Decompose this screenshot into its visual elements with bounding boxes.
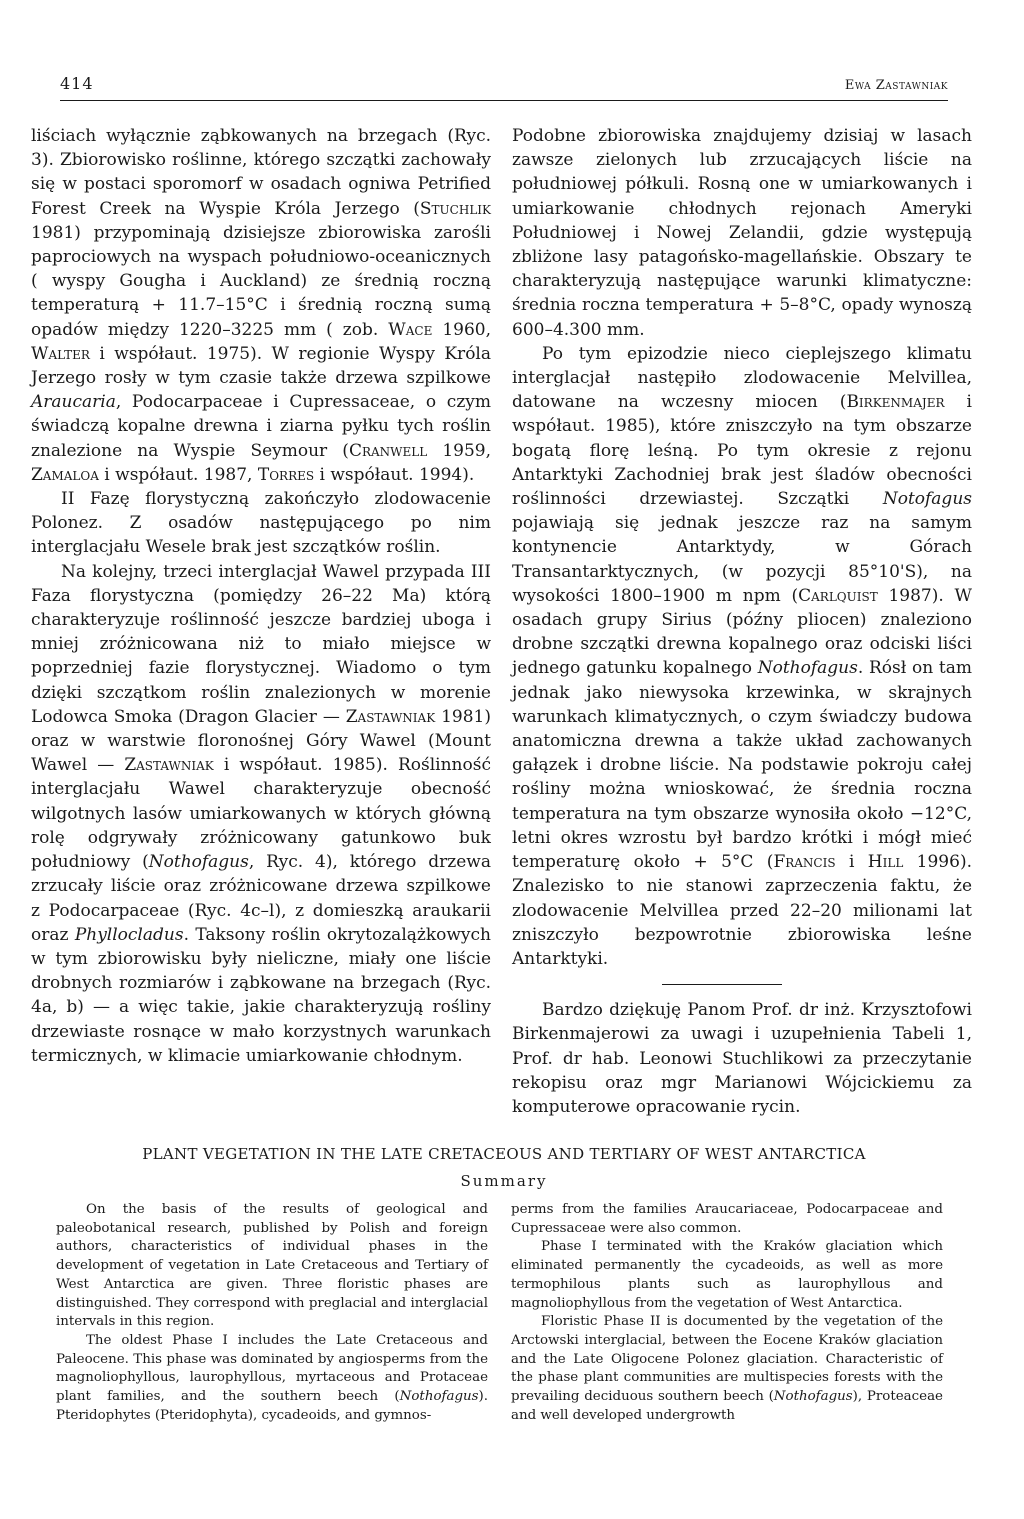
summary-left-column xyxy=(56,1201,488,1425)
summary-paragraph-1: On the basis of the results of geological and paleobotanical research, published by Polish and foreign authors, characteristics of individual phases in the development of vegetation in Late Cretaceous and Tertiary of West Antarctica are given. Three floristic phases are distinguished. They correspond with preglacial and interglacial intervals in this region. xyxy=(56,1202,488,1330)
summary-title: PLANT VEGETATION IN THE LATE CRETACEOUS AND TERTIARY OF WEST ANTARCTICA xyxy=(142,1145,866,1163)
author-citation: Birkenmajer xyxy=(846,392,945,413)
taxon-name: Nothofagus xyxy=(399,1389,479,1405)
summary-paragraph-2: The oldest Phase I includes the Late Cretaceous and Paleocene. This phase was dominated by angiosperms from the magnoliophyllous, laurophyllous, myrtaceous and Protaceae plant families, and the southern beech (Nothofagus). Pteridophytes (Pteridophyta), cycadeoids, and gymnos- xyxy=(56,1332,488,1423)
summary-subtitle: Summary xyxy=(460,1172,548,1190)
taxon-name: Araucaria xyxy=(31,392,116,413)
author-citation: Carlquist xyxy=(798,585,878,606)
taxon-name: Nothofagus xyxy=(773,1389,853,1405)
left-paragraph-3: Na kolejny, trzeci interglacjał Wawel przypada III Faza florystyczna (pomiędzy 26–22 Ma) którą charakteryzuje roślinność jeszcze bardziej uboga i mniej zróżnicowana niż to miało miejsce w poprzedniej fazie florystycznej. Wiadomo o tym dzięki szczątkom roślin znalezionych w morenie Lodowca Smoka (Dragon Glacier — Zastawniak 1981) oraz w warstwie floronośnej Góry Wawel (Mount Wawel — Zastawniak i współaut. 1985). Roślinność interglacjału Wawel charakteryzuje obecność wilgotnych lasów umiarkowanych w których główną rolę odgrywały zróżnicowany gatunkowo buk południowy (Nothofagus, Ryc. 4), którego drzewa zrzucały liście oraz zróżnicowane drzewa szpilkowe z Podocarpaceae (Ryc. 4c–l), z domieszką araukarii oraz Phyllocladus. Taksony roślin okrytozalążkowych w tym zbiorowisku były nieliczne, miały one liście drobnych rozmiarów i ząbkowane na brzegach (Ryc. 4a, b) — a więc takie, jakie charakteryzują rośliny drzewiaste rosnące w mało korzystnych warunkach termicznych, w klimacie umiarkowanie chłodnym. xyxy=(31,561,492,1066)
left-column xyxy=(31,124,491,1068)
author-citation: Cranwell xyxy=(348,440,428,461)
acknowledgements: Bardzo dziękuję Panom Prof. dr inż. Krzysztofowi Birkenmajerowi za uwagi i uzupełnienia Tabeli 1, Prof. dr hab. Leonowi Stuchlikowi za przeczytanie rekopisu oraz mgr Marianowi Wójcickiemu za komputerowe opracowanie rycin. xyxy=(512,1000,972,1117)
left-paragraph-2: II Fazę florystyczną zakończyło zlodowacenie Polonez. Z osadów następującego po nim interglacjału Wesele brak jest szczątków roślin. xyxy=(31,489,491,558)
author-citation: Francis xyxy=(773,852,836,873)
taxon-name: Nothofagus xyxy=(148,852,249,873)
taxon-name: Phyllocladus xyxy=(74,924,184,945)
summary-right-column xyxy=(511,1201,943,1425)
right-column xyxy=(512,124,972,1119)
taxon-name: Nothofagus xyxy=(757,658,858,679)
author-citation: Wace xyxy=(388,319,433,340)
section-separator xyxy=(662,984,782,985)
summary-paragraph-4: Phase I terminated with the Kraków glaciation which eliminated permanently the cycadeoids, as well as more termophilous plants such as laurophyllous and magnoliophyllous from the vegetation of West Antarctica. xyxy=(511,1239,943,1311)
author-citation: Stuchlik xyxy=(419,198,491,219)
author-citation: Hill xyxy=(867,852,904,873)
author-citation: Zamaloa xyxy=(31,464,99,485)
author-citation: Zastawniak xyxy=(124,755,214,776)
right-paragraph-2: Po tym epizodzie nieco cieplejszego klimatu interglacjał następiło zlodowacenie Melvillea, datowane na wczesny miocen (Birkenmajer i współaut. 1985), które zniszczyło na tym obszarze bogatą florę leśną. Po tym okresie z rejonu Antarktyki Zachodniej brak jest śladów obecności roślinności drzewiastej. Szczątki Notofagus pojawiają się jednak jeszcze raz na samym kontynencie Antarktydy, w Górach Transantarktycznych, (w pozycji 85°10'S), na wysokości 1800–1900 m npm (Carlquist 1987). W osadach grupy Sirius (późny pliocen) znaleziono drobne szczątki drewna kopalnego oraz odciski liści jednego gatunku kopalnego Nothofagus. Rósł on tam jednak jako niewysoka krzewinka, w skrajnych warunkach klimatycznych, o czym świadczy budowa anatomiczna drewna a także układ zachowanych gałązek i drobne liście. Na podstawie pokroju całej rośliny można wnioskować, że średnia roczna temperatura na tym obszarze wynosiła około −12°C, letni okres wzrostu był bardzo krótki i mógł mieć temperaturę około + 5°C (Francis i Hill 1996). Znalezisko to nie stanowi zaprzeczenia faktu, że zlodowacenie Melvillea przed 22–20 milionami lat zniszczyło bezpowrotnie zbiorowiska leśne Antarktyki. xyxy=(512,343,972,969)
author-citation: Walter xyxy=(31,343,90,364)
right-paragraph-1: Podobne zbiorowiska znajdujemy dzisiaj w lasach zawsze zielonych lub zrzucających liście na południowej półkuli. Rosną one w umiarkowanych i umiarkowanie chłodnych rejonach Ameryki Południowej i Nowej Zelandii, gdzie występują zbliżone lasy patagońsko-magellańskie. Obszary te charakteryzują następujące warunki klimatyczne: średnia roczna temperatura + 5–8°C, opady wynoszą 600–4.300 mm. xyxy=(512,126,972,340)
page-number: 414 xyxy=(60,74,94,93)
running-head: Ewa Zastawniak xyxy=(844,78,948,93)
summary-paragraph-5: Floristic Phase II is documented by the vegetation of the Arctowski interglacial, between the Eocene Kraków glaciation and the Late Oligocene Polonez glaciation. Characteristic of the phase plant communities are multispecies forests with the prevailing deciduous southern beech (Nothofagus), Proteaceae and well developed undergrowth xyxy=(511,1314,943,1423)
author-citation: Torres xyxy=(257,464,315,485)
summary-paragraph-3: perms from the families Araucariaceae, Podocarpaceae and Cupressaceae were also common. xyxy=(511,1202,943,1236)
page-header xyxy=(60,74,948,100)
left-paragraph-1: liściach wyłącznie ząbkowanych na brzegach (Ryc. 3). Zbiorowisko roślinne, którego szczątki zachowały się w postaci sporomorf w osadach ogniwa Petrified Forest Creek na Wyspie Króla Jerzego (Stuchlik 1981) przypominają dzisiejsze zbiorowiska zarośli paprociowych na wyspach południowo-oceanicznych ( wyspy Gougha i Auckland) ze średnią roczną temperaturą + 11.7–15°C i średnią roczną sumą opadów między 1220–3225 mm ( zob. Wace 1960, Walter i współaut. 1975). W regionie Wyspy Króla Jerzego rosły w tym czasie także drzewa szpilkowe Araucaria, Podocarpaceae i Cupressaceae, o czym świadczą kopalne drewna i ziarna pyłku tych roślin znalezione na Wyspie Seymour (Cranwell 1959, Zamaloa i współaut. 1987, Torres i współaut. 1994). xyxy=(31,126,491,485)
taxon-name: Notofagus xyxy=(882,489,972,510)
header-rule xyxy=(60,100,948,101)
author-citation: Zastawniak xyxy=(345,706,436,727)
